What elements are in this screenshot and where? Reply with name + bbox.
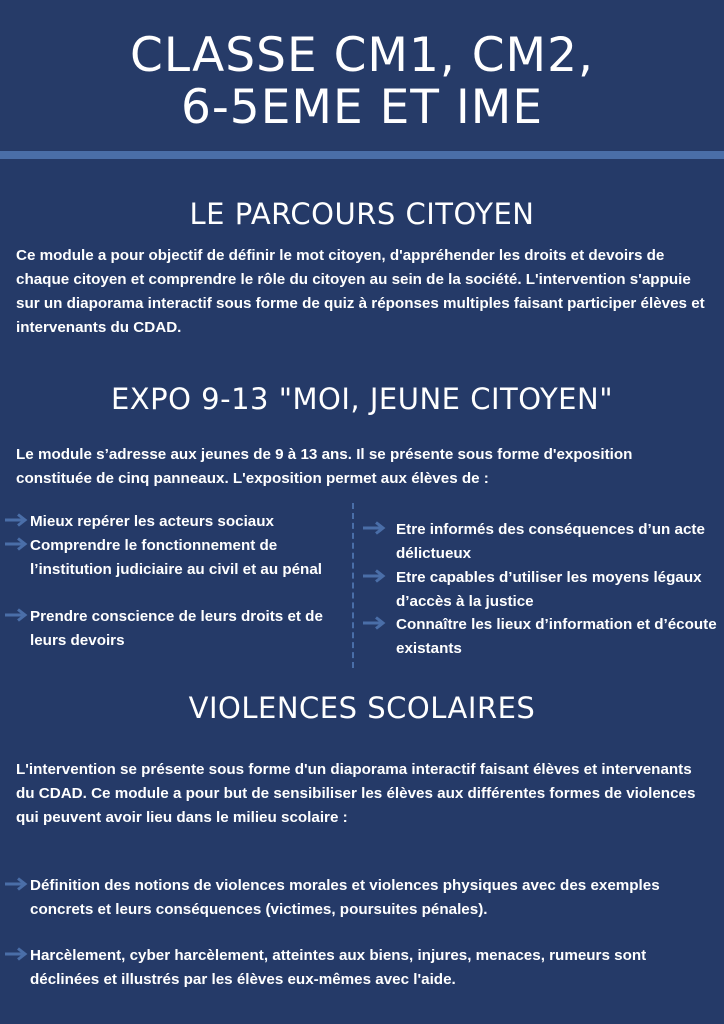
arrow-right-icon xyxy=(362,569,386,583)
section-text-expo: Le module s’adresse aux jeunes de 9 à 13 ans. Il se présente sous forme d'exposition constituée de cinq panneaux. L'exposition permet aux élèves de : xyxy=(16,446,633,487)
page-title-line1: CLASSE CM1, CM2, xyxy=(130,28,594,83)
list-item-text: Définition des notions de violences morales et violences physiques avec des exemples concrets et leurs conséquences (victimes, poursuites pénales). xyxy=(30,877,660,918)
arrow-right-icon xyxy=(4,608,28,622)
list-item xyxy=(4,534,349,582)
header-banner xyxy=(0,0,724,150)
list-item xyxy=(4,510,349,534)
section-title-violences: VIOLENCES SCOLAIRES xyxy=(188,691,536,725)
section-text-parcours: Ce module a pour objectif de définir le mot citoyen, d'appréhender les droits et devoirs de chaque citoyen et comprendre le rôle du citoyen au sein de la société. L'intervention s'appuie sur un diaporama interactif sous forme de quiz à réponses multiples faisant participer élèves et intervenants du CDAD. xyxy=(16,247,705,336)
list-item xyxy=(4,874,714,922)
list-item xyxy=(362,518,720,566)
list-item-text: Comprendre le fonctionnement de l’institution judiciaire au civil et au pénal xyxy=(30,537,322,578)
page-title-line2: 6-5EME ET IME xyxy=(180,80,544,135)
list-item-text: Harcèlement, cyber harcèlement, atteintes aux biens, injures, menaces, rumeurs sont déclinées et illustrés par les élèves eux-mêmes avec l'aide. xyxy=(30,947,647,988)
list-item xyxy=(362,613,720,661)
arrow-right-icon xyxy=(4,947,28,961)
section-title-expo: EXPO 9-13 "MOI, JEUNE CITOYEN" xyxy=(110,382,614,416)
column-divider xyxy=(352,503,354,668)
list-item-text: Connaître les lieux d’information et d’écoute existants xyxy=(396,616,717,657)
arrow-right-icon xyxy=(362,616,386,630)
list-item-text: Mieux repérer les acteurs sociaux xyxy=(30,513,274,530)
list-item-text: Prendre conscience de leurs droits et de leurs devoirs xyxy=(30,608,323,649)
arrow-right-icon xyxy=(4,513,28,527)
list-item-text: Etre capables d’utiliser les moyens légaux d’accès à la justice xyxy=(396,569,702,610)
list-item xyxy=(4,944,714,992)
arrow-right-icon xyxy=(4,537,28,551)
arrow-right-icon xyxy=(362,521,386,535)
section-title-parcours: LE PARCOURS CITOYEN xyxy=(189,197,535,231)
header-divider xyxy=(0,151,724,159)
list-item xyxy=(4,605,349,653)
list-item xyxy=(362,566,720,614)
arrow-right-icon xyxy=(4,877,28,891)
section-text-violences: L'intervention se présente sous forme d'un diaporama interactif faisant élèves et intervenants du CDAD. Ce module a pour but de sensibiliser les élèves aux différentes formes de violences qui peuvent avoir lieu dans le milieu scolaire : xyxy=(16,761,696,826)
list-item-text: Etre informés des conséquences d’un acte délictueux xyxy=(396,521,705,562)
